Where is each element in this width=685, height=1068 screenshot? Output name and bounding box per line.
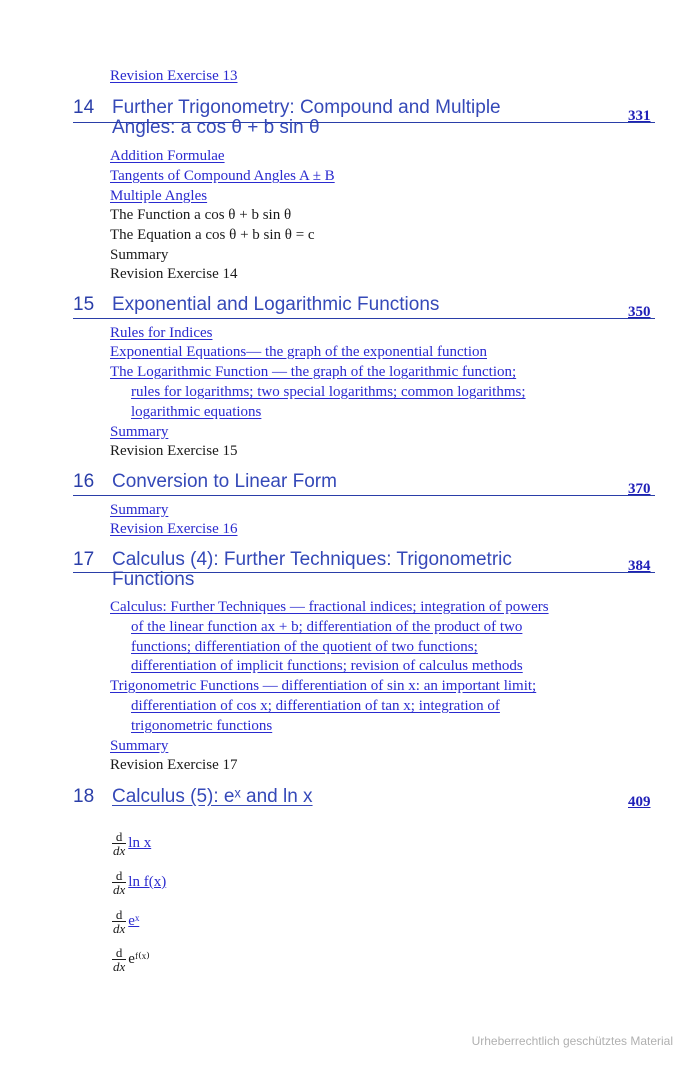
toc-entry[interactable]: Addition Formulae xyxy=(110,148,225,164)
chapter-title[interactable]: Calculus (5): eˣ and ln x xyxy=(112,786,313,807)
toc-entry[interactable]: Rules for Indices xyxy=(110,325,213,341)
toc-entry[interactable]: Trigonometric Functions — differentiation of sin x: an important limit; xyxy=(110,678,537,694)
toc-entry: The Equation a cos θ + b sin θ = c xyxy=(110,227,315,243)
chapter-title[interactable]: Conversion to Linear Form xyxy=(112,471,337,492)
chapter-rule xyxy=(73,495,655,496)
toc-entry[interactable]: functions; differentiation of the quotient of two functions; xyxy=(131,639,478,655)
chapter-title[interactable]: Calculus (4): Further Techniques: Trigonometric xyxy=(112,549,512,570)
chapter-title[interactable]: Further Trigonometry: Compound and Multiple xyxy=(112,97,501,118)
chapter-title-cont[interactable]: Functions xyxy=(112,569,195,590)
derivative-function[interactable]: ln f(x) xyxy=(128,873,167,890)
toc-entry[interactable]: logarithmic equations xyxy=(131,404,262,420)
derivative-operator: $\frac{d}{dx}$ xyxy=(113,829,126,858)
chapter-number: 18 xyxy=(73,786,95,807)
derivative-function: eᶠ⁽ˣ⁾ xyxy=(128,950,150,967)
toc-entry[interactable]: Summary xyxy=(110,738,169,754)
toc-entry: Summary xyxy=(110,247,169,263)
chapter-page-number[interactable]: 331 xyxy=(628,108,651,124)
toc-entry[interactable]: Multiple Angles xyxy=(110,188,208,204)
toc-entry[interactable]: differentiation of cos x; differentiation of tan x; integration of xyxy=(131,698,500,714)
toc-entry[interactable]: Summary xyxy=(110,424,169,440)
chapter-rule xyxy=(73,318,655,319)
chapter-rule xyxy=(73,122,655,123)
toc-entry-derivative xyxy=(112,946,150,973)
toc-entry[interactable]: Tangents of Compound Angles A ± B xyxy=(110,168,335,184)
chapter-page-number[interactable]: 350 xyxy=(628,304,651,320)
chapter-number: 15 xyxy=(73,294,95,315)
toc-entry-derivative[interactable] xyxy=(112,908,139,935)
toc-entry-revision-13[interactable]: Revision Exercise 13 xyxy=(110,68,238,84)
toc-entry: Revision Exercise 14 xyxy=(110,266,238,282)
chapter-rule xyxy=(73,572,655,573)
toc-entry[interactable]: The Logarithmic Function — the graph of the logarithmic function; xyxy=(110,364,517,380)
chapter-title[interactable]: Exponential and Logarithmic Functions xyxy=(112,294,440,315)
toc-entry[interactable]: Summary xyxy=(110,502,169,518)
derivative-operator: $\frac{d}{dx}$ xyxy=(113,868,126,897)
chapter-title-cont[interactable]: Angles: a cos θ + b sin θ xyxy=(112,117,320,138)
toc-entry: Revision Exercise 17 xyxy=(110,757,238,773)
toc-entry[interactable]: of the linear function ax + b; differentiation of the product of two xyxy=(131,619,523,635)
toc-entry-derivative[interactable] xyxy=(112,869,166,896)
chapter-page-number[interactable]: 409 xyxy=(628,794,651,810)
derivative-function[interactable]: eˣ xyxy=(128,912,140,929)
toc-entry: Revision Exercise 15 xyxy=(110,443,238,459)
derivative-operator: $\frac{d}{dx}$ xyxy=(113,907,126,936)
toc-entry[interactable]: trigonometric functions xyxy=(131,718,273,734)
toc-entry[interactable]: rules for logarithms; two special logarithms; common logarithms; xyxy=(131,384,526,400)
derivative-operator: $\frac{d}{dx}$ xyxy=(113,945,126,974)
toc-entry-derivative[interactable] xyxy=(112,830,151,857)
chapter-number: 16 xyxy=(73,471,95,492)
chapter-number: 14 xyxy=(73,97,95,118)
watermark: Urheberrechtlich geschütztes Material xyxy=(471,1034,673,1048)
chapter-number: 17 xyxy=(73,549,95,570)
derivative-function[interactable]: ln x xyxy=(128,834,152,851)
toc-entry[interactable]: Revision Exercise 16 xyxy=(110,521,238,537)
toc-entry[interactable]: Calculus: Further Techniques — fractional indices; integration of powers xyxy=(110,599,549,615)
chapter-page-number[interactable]: 384 xyxy=(628,558,651,574)
chapter-page-number[interactable]: 370 xyxy=(628,481,651,497)
toc-entry: The Function a cos θ + b sin θ xyxy=(110,207,292,223)
toc-entry[interactable]: differentiation of implicit functions; revision of calculus methods xyxy=(131,658,523,674)
toc-entry[interactable]: Exponential Equations— the graph of the exponential function xyxy=(110,344,487,360)
